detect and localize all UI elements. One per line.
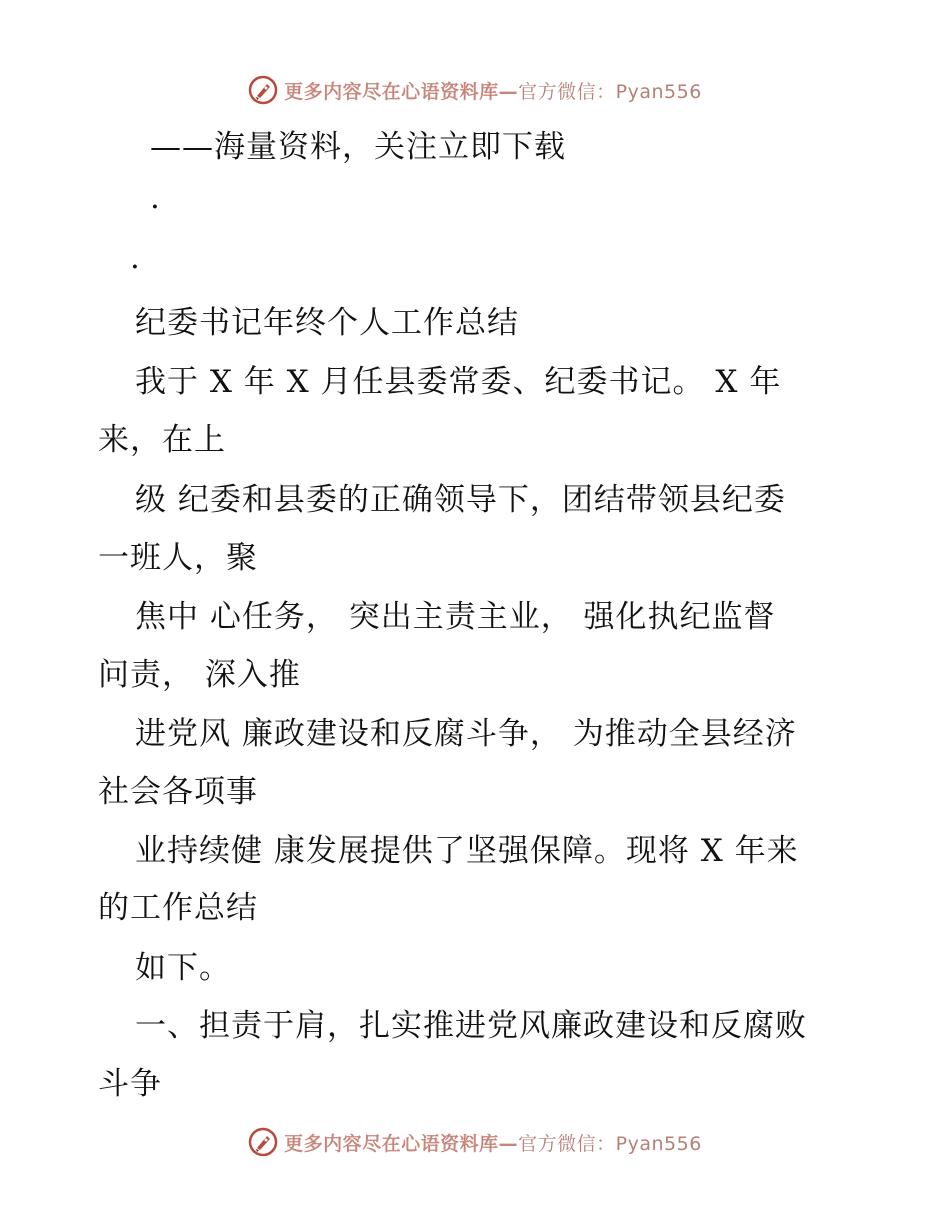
watermark-brand: 更多内容尽在心语资料库	[284, 1132, 499, 1155]
watermark-brand: 更多内容尽在心语资料库	[284, 80, 499, 103]
promo-line: ——海量资料，关注立即下载	[150, 129, 566, 165]
watermark-text	[284, 1129, 702, 1156]
watermark-dash: —	[498, 1132, 519, 1155]
pen-nib-logo-icon	[248, 75, 278, 105]
paragraph-line: 如下。	[135, 950, 231, 986]
paragraph-line: 的工作总结	[98, 890, 258, 926]
paragraph-line: 焦中 心任务， 突出主责主业， 强化执纪监督	[135, 599, 776, 635]
paragraph-line: 级 纪委和县委的正确领导下，团结带领县纪委	[135, 482, 786, 518]
paragraph-line: 一班人，聚	[98, 540, 258, 576]
header-watermark	[0, 70, 950, 110]
section-heading: 一、担责于肩，扎实推进党风廉政建设和反腐败	[135, 1008, 807, 1044]
document-title: 纪委书记年终个人工作总结	[135, 305, 519, 341]
paragraph-line: 社会各项事	[98, 774, 258, 810]
paragraph-line: 问责， 深入推	[98, 657, 301, 693]
watermark-text	[284, 77, 702, 104]
watermark-wechat: 官方微信：Pyan556	[518, 80, 702, 103]
paragraph-line: 我于 X 年 X 月任县委常委、纪委书记。 X 年	[135, 364, 782, 400]
paragraph-line: 进党风 廉政建设和反腐斗争， 为推动全县经济	[135, 716, 797, 752]
paragraph-line: 来，在上	[98, 422, 226, 458]
bullet-dot-2: ·	[130, 249, 141, 285]
paragraph-line: 业持续健 康发展提供了坚强保障。现将 X 年来	[135, 833, 799, 869]
watermark-dash: —	[498, 80, 519, 103]
bullet-dot-1: ·	[150, 189, 161, 225]
section-heading-cont: 斗争	[98, 1066, 162, 1102]
footer-watermark	[0, 1122, 950, 1162]
watermark-wechat: 官方微信：Pyan556	[518, 1132, 702, 1155]
pen-nib-logo-icon	[248, 1127, 278, 1157]
